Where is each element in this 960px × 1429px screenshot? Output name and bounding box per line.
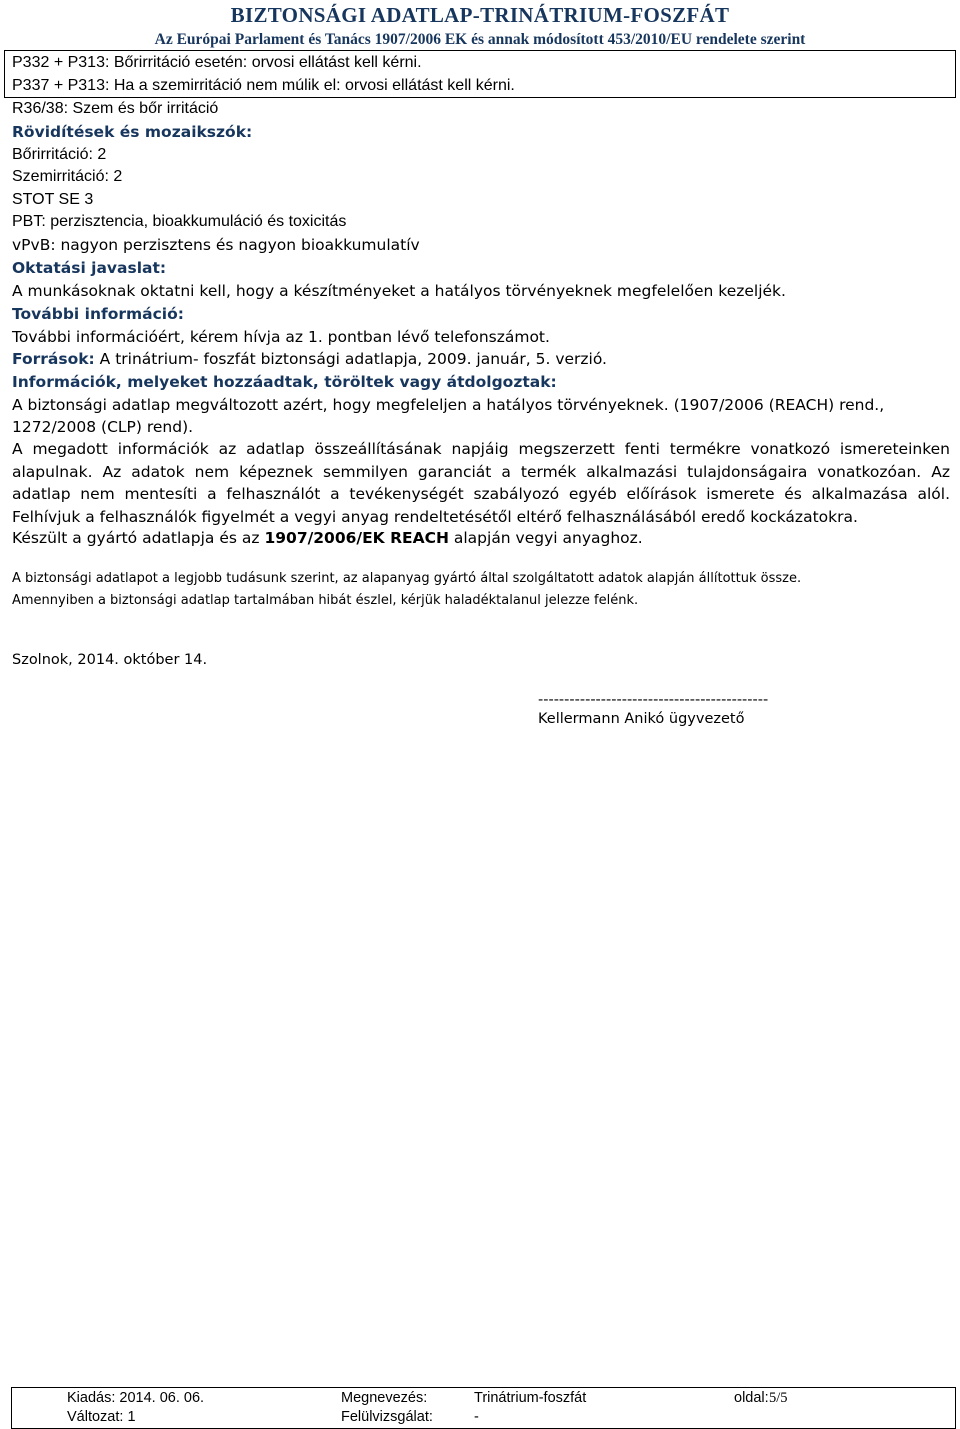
reach-statement [12, 527, 643, 549]
footer-version: Változat: 1 [67, 1409, 136, 1425]
note-line1: A biztonsági adatlapot a legjobb tudásunk szerint, az alapanyag gyártó által szolgáltatott adatok alapján állítottuk össze. [12, 571, 802, 586]
changes-text-line2: 1272/2008 (CLP) rend). [12, 418, 194, 436]
abbreviation-item: Szemirritáció: 2 [12, 168, 123, 185]
footer-name-label: Megnevezés: [341, 1390, 428, 1406]
training-text: A munkásoknak oktatni kell, hogy a készítményeket a hatályos törvényeknek megfelelően kezeljék. [12, 282, 786, 300]
document-title: BIZTONSÁGI ADATLAP-TRINÁTRIUM-FOSZFÁT [230, 3, 730, 27]
footer-page-number: 5/5 [769, 1390, 788, 1406]
abbreviations-heading: Rövidítések és mozaikszók: [12, 123, 253, 141]
note-line2: Amennyiben a biztonsági adatlap tartalmában hibát észlel, kérjük haladéktalanul jelezze felénk. [12, 593, 639, 608]
further-info-text: További információért, kérem hívja az 1. pontban lévő telefonszámot. [12, 328, 550, 346]
abbreviation-item: Bőrirritáció: 2 [12, 146, 107, 163]
reach-suffix: alapján vegyi anyaghoz. [448, 529, 643, 547]
precaution-p332: P332 + P313: Bőrirritáció esetén: orvosi ellátást kell kérni. [12, 54, 422, 71]
sources-label: Források: [12, 350, 95, 368]
vpvb-definition: vPvB: nagyon perzisztens és nagyon bioakkumulatív [12, 236, 420, 254]
document-header [0, 0, 960, 50]
page-footer [11, 1387, 956, 1429]
footer-review-value: - [474, 1409, 479, 1425]
abbreviation-item: STOT SE 3 [12, 191, 94, 208]
changes-text-line1: A biztonsági adatlap megváltozott azért, hogy megfeleljen a hatályos törvényeknek. (1907/2006 (REACH) rend., [12, 396, 885, 414]
changes-heading: Információk, melyeket hozzáadtak, töröltek vagy átdolgoztak: [12, 373, 557, 391]
footer-page-label: oldal: [734, 1390, 769, 1406]
precaution-p337: P337 + P313: Ha a szemirritáció nem múlik el: orvosi ellátást kell kérni. [12, 77, 515, 94]
signatory-name: Kellermann Anikó ügyvezető [538, 711, 745, 727]
footer-name-value: Trinátrium-foszfát [474, 1390, 587, 1406]
regulation-subtitle: Az Európai Parlament és Tanács 1907/2006 EK és annak módosított 453/2010/EU rendelete szerint [154, 31, 806, 48]
reach-prefix: Készült a gyártó adatlapja és az [12, 529, 265, 547]
precautionary-box [4, 50, 956, 98]
training-heading: Oktatási javaslat: [12, 259, 167, 277]
reach-regulation: 1907/2006/EK REACH [264, 529, 449, 547]
sources-text: A trinátrium- foszfát biztonsági adatlapja, 2009. január, 5. verzió. [94, 350, 607, 368]
abbreviation-item: PBT: perzisztencia, bioakkumuláció és toxicitás [12, 213, 347, 230]
signature-line: -------------------------------------------- [538, 692, 769, 708]
footer-review-label: Felülvizsgálat: [341, 1409, 433, 1425]
place-date: Szolnok, 2014. október 14. [12, 652, 208, 668]
footer-issue-date: Kiadás: 2014. 06. 06. [67, 1390, 205, 1406]
further-info-heading: További információ: [12, 305, 184, 323]
disclaimer-paragraph: A megadott információk az adatlap összeállításának napjáig megszerzett fenti termékre vonatkozó ismereteinken alapulnak. Az adatok nem képeznek semmilyen garanciát a termék alkalmazási tulajdonságaira vonatkozóan. Az adatlap nem mentesíti a felhasználót a tevékenységét szabályozó egyéb előírások ismerete és alkalmazása alól. Felhívjuk a felhasználók figyelmét a vegyi anyag rendeltetésétől eltérő felhasználásából eredő kockázatokra. [12, 440, 950, 526]
r-phrase: R36/38: Szem és bőr irritáció [12, 100, 219, 117]
sources-line [12, 348, 607, 370]
